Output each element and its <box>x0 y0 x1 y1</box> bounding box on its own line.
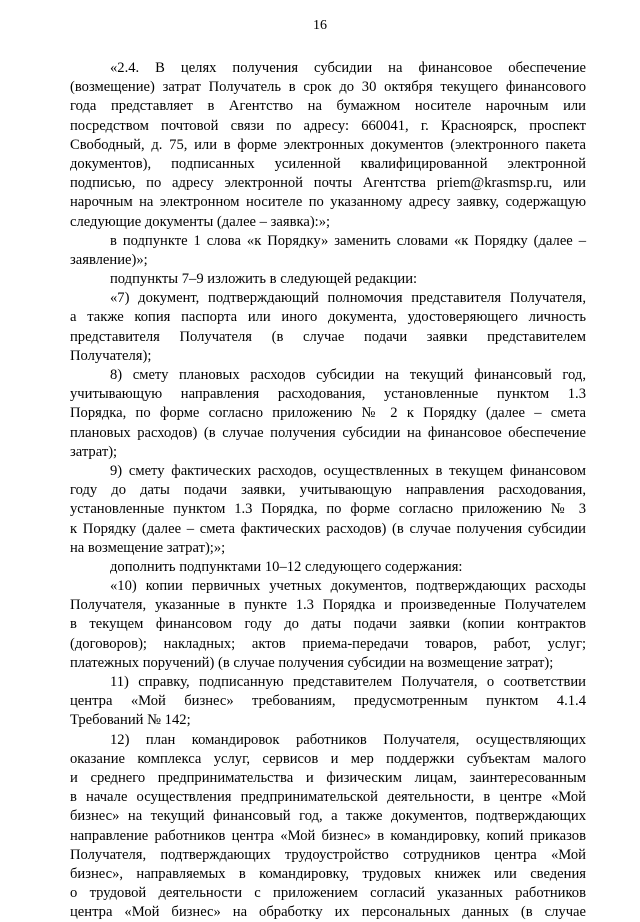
text-line: к Порядку (далее – смета фактических расходов) (в случае получения субсидии <box>70 520 586 537</box>
text-line: следующие документы (далее – заявка):»; <box>70 213 331 230</box>
text-line: в начале осуществления предпринимательской деятельности, в центре «Мой <box>70 789 586 806</box>
text-line: представителя Получателя (в случае подачи заявки представителем <box>70 328 586 345</box>
text-line: посредством почтовой связи по адресу: 660041, г. Красноярск, проспект <box>70 117 586 134</box>
text-line: бизнес», направляемых в командировку, трудовых книжек или сведения <box>70 865 586 882</box>
document-body <box>70 59 586 922</box>
text-line: Получателя); <box>70 347 152 364</box>
text-line: на возмещение затрат);»; <box>70 539 226 556</box>
text-line: бизнес» на текущий финансовый год, а также документов, подтверждающих <box>70 808 586 825</box>
text-line: направление работников центра «Мой бизнес» в командировку, копий приказов <box>70 827 586 844</box>
text-line: заявление)»; <box>70 251 148 268</box>
text-line: и среднего предпринимательства и физическим лицам, заинтересованным <box>70 769 586 786</box>
text-line: учитывающую направления расходования, установленные пунктом 1.3 <box>70 386 586 403</box>
text-line: Получателя, подтверждающих трудоустройство сотрудников центра «Мой <box>70 846 586 863</box>
text-line: дополнить подпунктами 10–12 следующего содержания: <box>110 558 463 575</box>
text-line: подпункты 7–9 изложить в следующей редакции: <box>110 271 418 288</box>
text-line: 11) справку, подписанную представителем Получателя, о соответствии <box>110 674 586 690</box>
text-line: «10) копии первичных учетных документов, подтверждающих расходы <box>110 578 586 595</box>
text-line: плановых расходов) (в случае получения субсидии на финансовое обеспечение <box>70 424 586 441</box>
text-line: года представляет в Агентство на бумажном носителе нарочным или <box>70 98 586 115</box>
text-line: Требований № 142; <box>70 712 191 729</box>
text-line: затрат); <box>70 443 118 460</box>
text-line: 12) план командировок работников Получателя, осуществляющих <box>110 731 586 748</box>
text-line: Порядка, по форме согласно приложению № 2 к Порядку (далее – смета <box>70 405 586 422</box>
text-line: оказание комплекса услуг, сервисов и мер поддержки субъектам малого <box>70 750 586 767</box>
text-line: центра «Мой бизнес» требованиям, предусмотренным пунктом 4.1.4 <box>70 693 586 710</box>
text-line: Получателя, указанные в пункте 1.3 Порядка и произведенные Получателем <box>70 597 586 614</box>
text-line: документов), подписанных усиленной квалифицированной электронной <box>70 155 586 172</box>
text-line: платежных поручений) (в случае получения субсидии на возмещение затрат); <box>70 654 554 671</box>
text-line: центра «Мой бизнес» на обработку их персональных данных (в случае <box>70 904 586 921</box>
text-line: «2.4. В целях получения субсидии на финансовое обеспечение <box>110 60 586 76</box>
text-line: о трудовой деятельности с приложением согласий указанных работников <box>70 885 586 902</box>
text-line: «7) документ, подтверждающий полномочия представителя Получателя, <box>110 290 586 307</box>
text-line: в текущем финансовом году до даты подачи заявки (копии контрактов <box>70 616 586 633</box>
text-line: нарочным на электронном носителе по указанному адресу заявку, содержащую <box>70 194 586 211</box>
text-line: Свободный, д. 75, или в форме электронных документов (электронного пакета <box>70 136 586 153</box>
text-line: (возмещение) затрат Получатель в срок до 30 октября текущего финансового <box>70 79 586 96</box>
text-line: 9) смету фактических расходов, осуществленных в текущем финансовом <box>110 462 586 479</box>
text-line: а также копия паспорта или иного документа, удостоверяющего личность <box>70 309 586 326</box>
text-line: подписью, по адресу электронной почты Агентства priem@krasmsp.ru, или <box>70 175 586 192</box>
text-line: 8) смету плановых расходов субсидии на текущий финансовый год, <box>110 367 586 383</box>
text-line: установленные пунктом 1.3 Порядка, по форме согласно приложению № 3 <box>70 501 586 518</box>
page-number: 16 <box>313 18 327 33</box>
text-line: году до даты подачи заявки, учитывающую направления расходования, <box>70 482 586 499</box>
text-line: (договоров); накладных; актов приема-передачи товаров, работ, услуг; <box>70 635 586 652</box>
text-line: в подпункте 1 слова «к Порядку» заменить словами «к Порядку (далее – <box>110 232 586 249</box>
